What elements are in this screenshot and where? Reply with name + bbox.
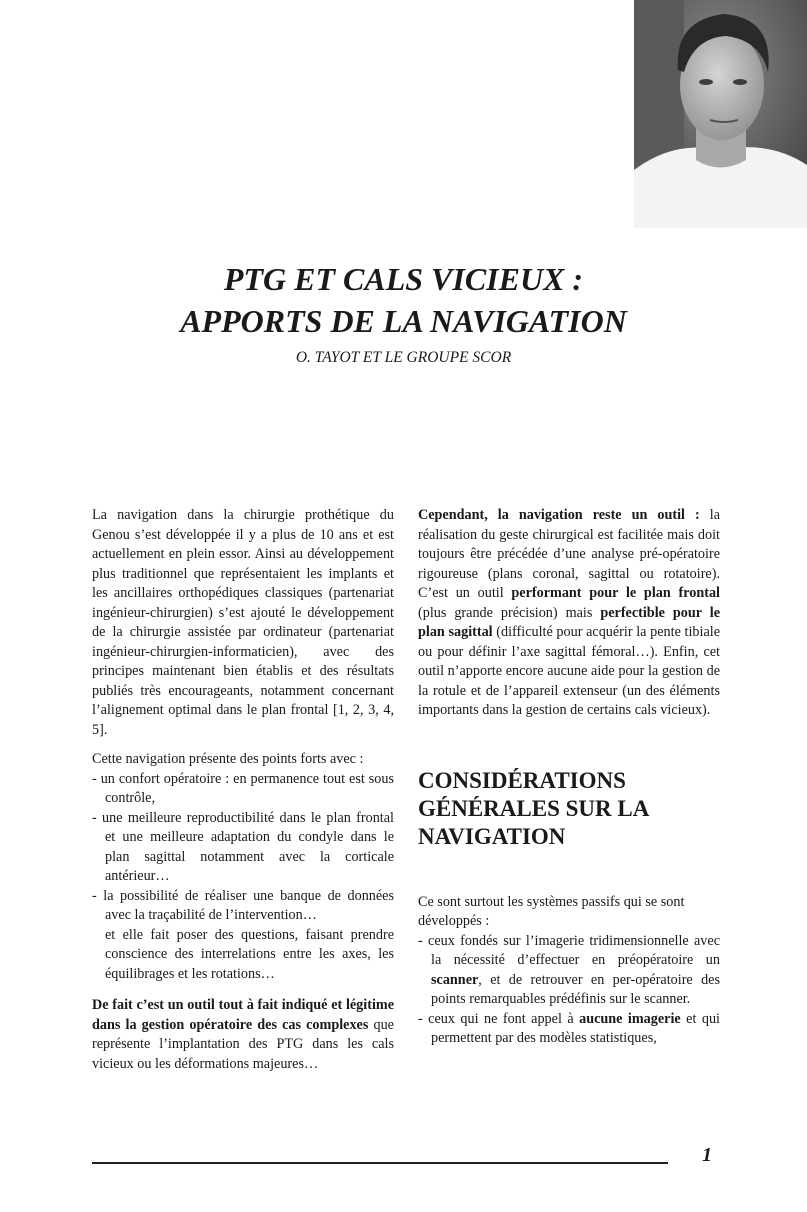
list-item: - une meilleure reproductibilité dans le plan frontal et une meilleure adaptation du condyle dans le plan sagittal notamment avec la corticale antérieur…	[92, 809, 394, 884]
list-item-text: - ceux fondés sur l’imagerie tridimensionnelle avec la nécessité d’effectuer en préopératoire un	[418, 932, 720, 968]
list-item-text: , et de retrouver en per-opératoire des points remarquables prédéfinis sur le scanner.	[431, 971, 720, 1007]
author-photo	[634, 0, 807, 228]
list-item	[418, 1010, 720, 1049]
list-item-text: et qui permettent par des modèles statistiques,	[431, 1010, 721, 1046]
systems-list	[418, 932, 720, 1049]
list-item-bold: aucune imagerie	[579, 1010, 681, 1027]
article-title-line-2: APPORTS DE LA NAVIGATION	[180, 303, 627, 339]
tool-bold-lead: Cependant, la navigation reste un outil :	[418, 507, 700, 523]
tool-bold-sagittal: perfectible pour le plan sagittal	[418, 604, 720, 640]
list-item	[418, 932, 720, 1010]
systems-intro: Ce sont surtout les systèmes passifs qui se sont développés :	[418, 893, 685, 929]
right-column	[418, 506, 720, 1049]
list-item-text: - ceux qui ne font appel à	[418, 1010, 580, 1027]
article-title-line-1: PTG ET CALS VICIEUX :	[223, 261, 584, 297]
tool-text-2: (plus grande précision) mais	[418, 604, 601, 621]
list-item: - un confort opératoire : en permanence tout est sous contrôle,	[92, 770, 394, 806]
strengths-intro: Cette navigation présente des points forts avec :	[92, 751, 364, 767]
tool-paragraph	[418, 506, 720, 721]
intro-paragraph: La navigation dans la chirurgie prothétique du Genou s’est développée il y a plus de 10 ans et est actuellement en plein essor. Ainsi au développement plus traditionnel que représentaient les implants et les ancillaires orthopédiques classiques (partenariat ingénieur-chirurgien) s’est ajouté le développement de la chirurgie assistée par ordinateur (partenariat ingénieur-chirurgien-informaticien), avec des principes maintenant bien établis et des résultats publiés très encourageants, notamment concernant l’alignement optimal dans le plan frontal [1, 2, 3, 4, 5].	[92, 507, 394, 738]
article-authors: O. TAYOT ET LE GROUPE SCOR	[295, 349, 512, 366]
tool-text-3: (difficulté pour acquérir la pente tibiale ou pour définir l’axe sagittal fémoral…). Enfin, cet outil n’apporte encore aucune aide pour la gestion de la rotule et de l’appareil extenseur (un des éléments importants dans la gestion de certains cals vicieux).	[418, 624, 721, 718]
conclusion-bold: De fait c’est un outil tout à fait indiqué et légitime dans la gestion opératoire des cas complexes	[92, 997, 394, 1033]
list-item: - la possibilité de réaliser une banque de données avec la traçabilité de l’intervention…	[92, 887, 394, 923]
left-column	[92, 506, 394, 1074]
section-heading: CONSIDÉRATIONS GÉNÉRALES SUR LA NAVIGATION	[418, 767, 649, 849]
conclusion-text: que représente l’implantation des PTG dans les cals vicieux ou les déformations majeures…	[92, 1016, 394, 1072]
tool-text-1: la réalisation du geste chirurgical est facilitée mais doit toujours être précédée d’une analyse pré-opératoire rigoureuse (plans coronal, sagittal ou rotatoire). C’est un outil	[418, 507, 720, 601]
footer-rule	[92, 1162, 668, 1164]
strengths-list	[92, 770, 394, 926]
tool-bold-frontal: performant pour le plan frontal	[511, 585, 721, 601]
list-item-bold: scanner	[431, 971, 479, 988]
conclusion-paragraph	[92, 996, 394, 1074]
strengths-continuation: et elle fait poser des questions, faisant prendre conscience des interrelations entre les axes, les équilibrages et les rotations…	[105, 926, 394, 982]
page-number: 1	[702, 1144, 712, 1166]
